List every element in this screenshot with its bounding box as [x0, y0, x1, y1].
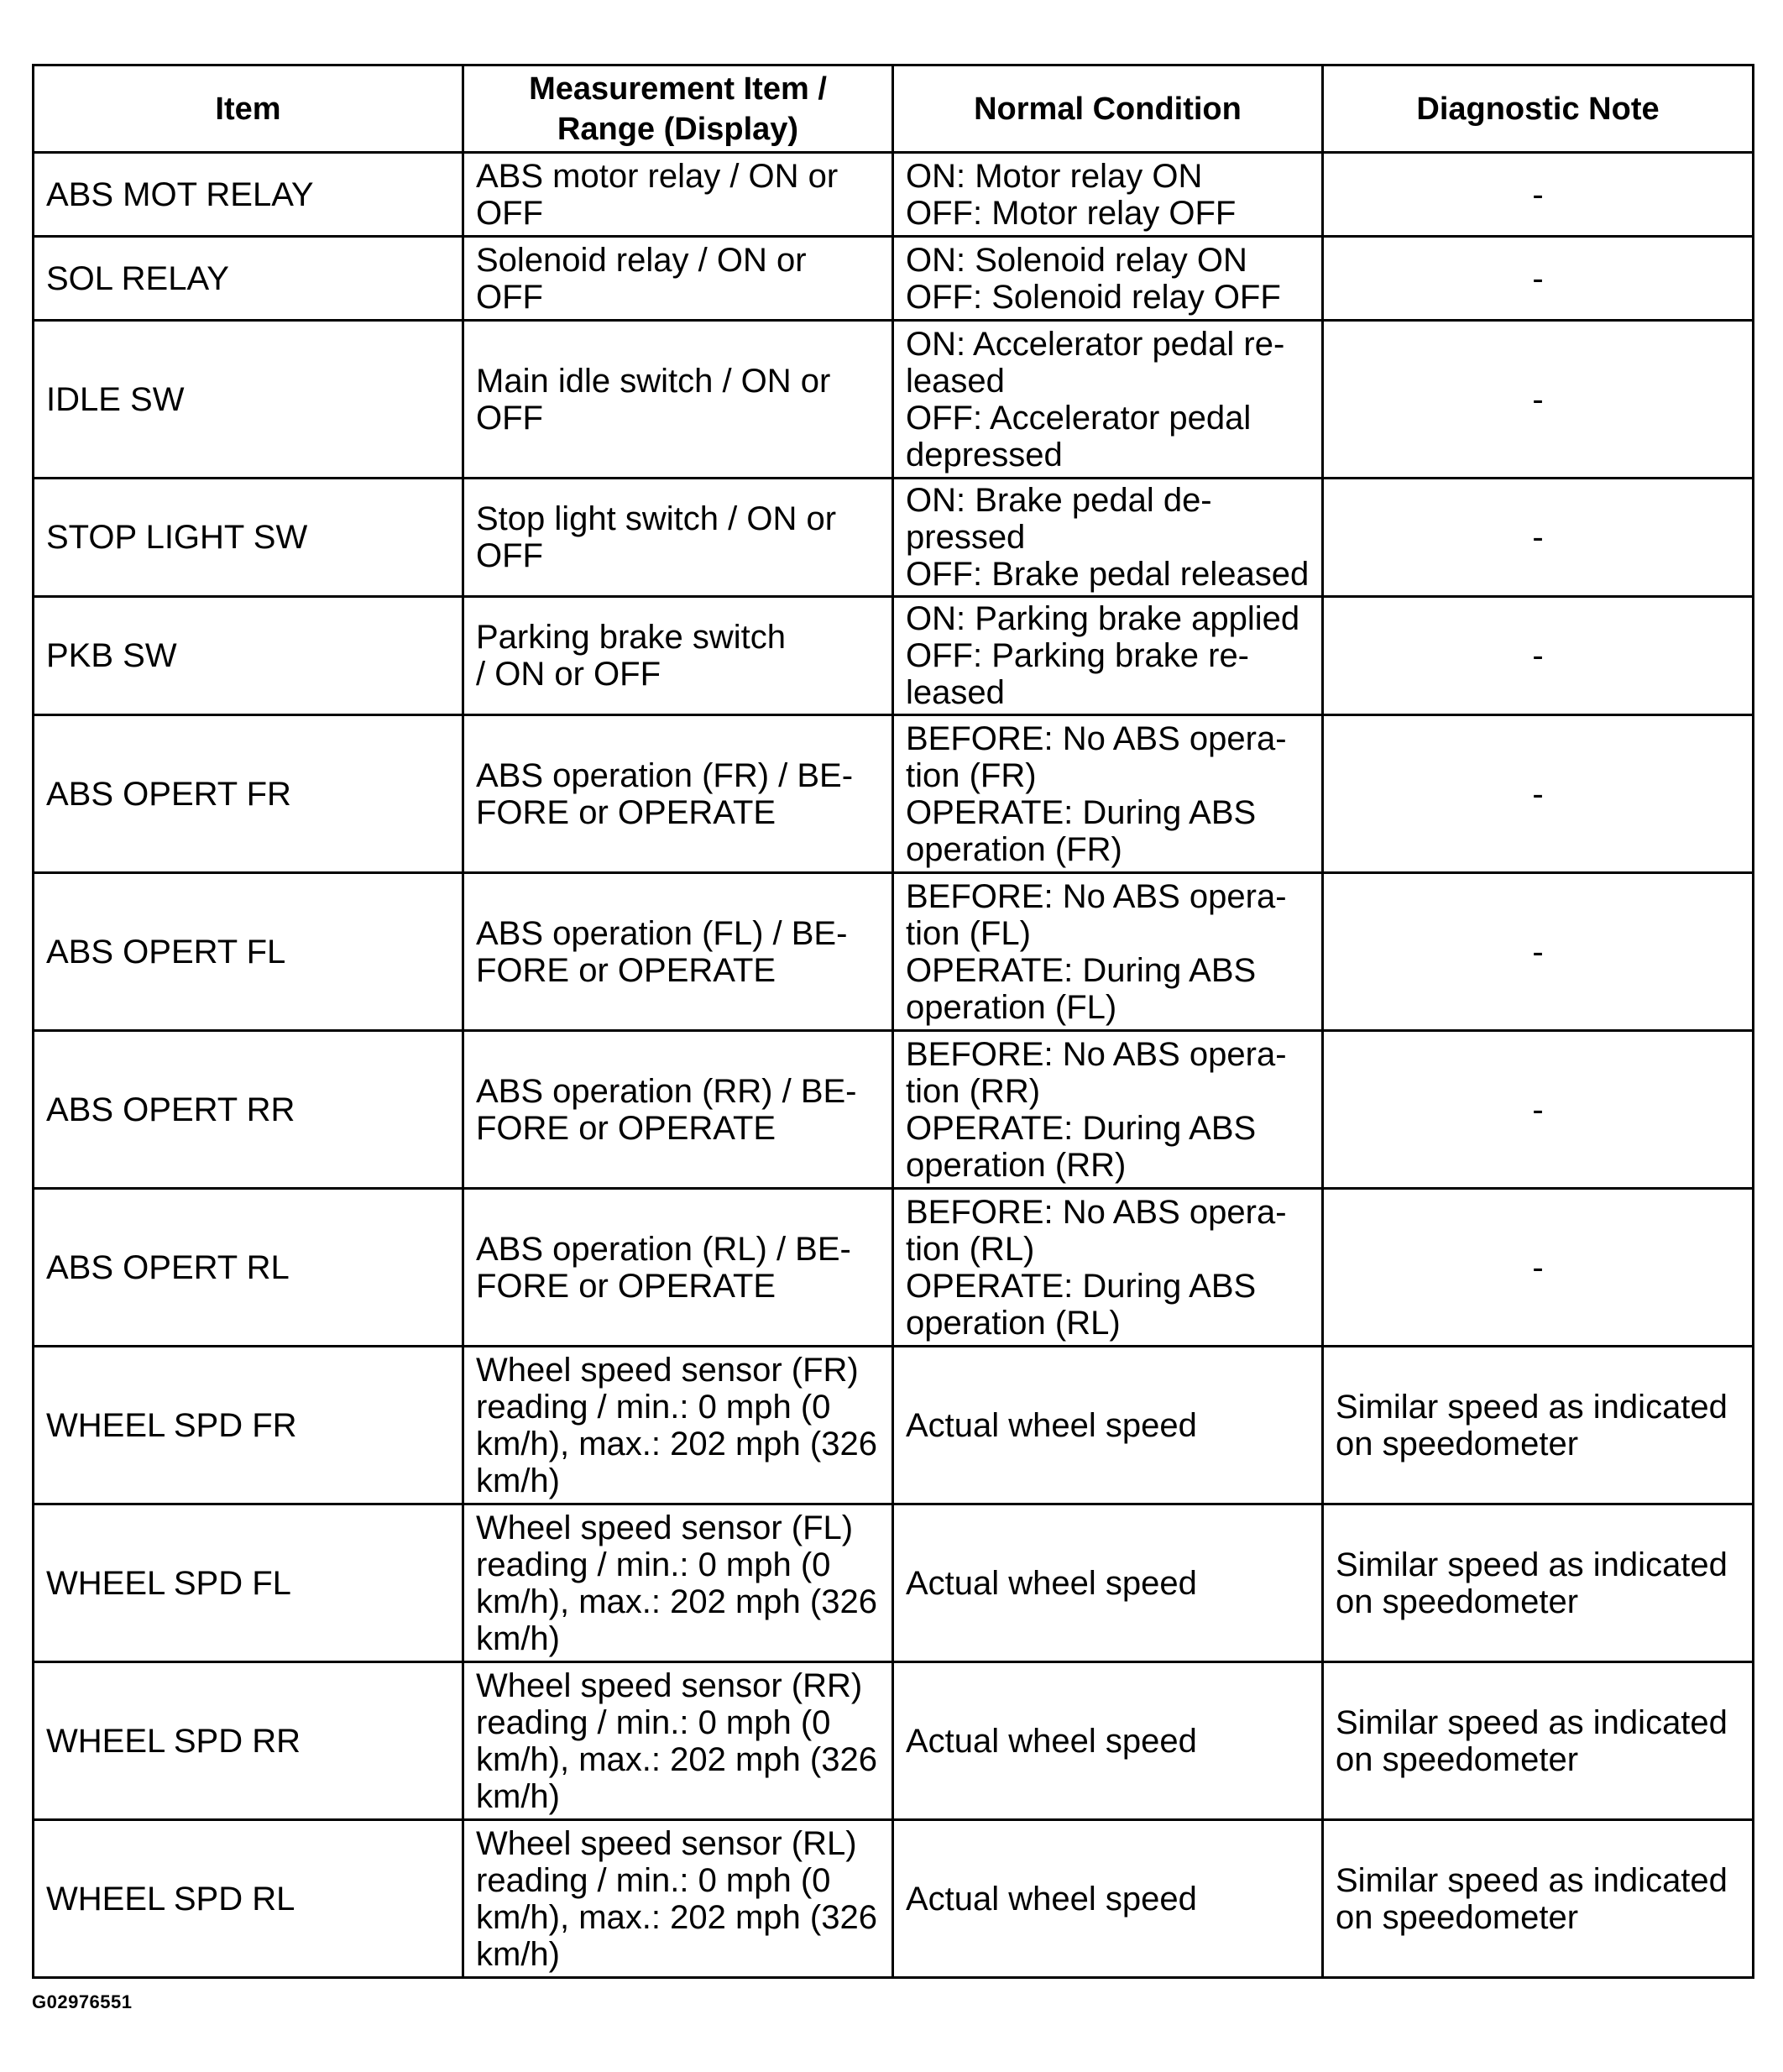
cell-line: Actual wheel speed: [906, 1880, 1197, 1918]
cell-diagnostic-note: -: [1323, 479, 1754, 597]
cell-normal-condition: [893, 1662, 1323, 1820]
cell-normal-condition: [893, 1031, 1323, 1189]
cell-line: BEFORE: No ABS opera-: [906, 877, 1287, 915]
cell-line: ABS operation (RL) / BE-: [476, 1230, 851, 1268]
cell-line: Parking brake switch: [476, 619, 787, 656]
cell-line: depressed: [906, 436, 1063, 474]
table-row: [34, 1820, 1754, 1978]
table-row: [34, 1662, 1754, 1820]
cell-line: OFF: [476, 537, 543, 574]
table-row: [34, 597, 1754, 715]
cell-measurement: [463, 1662, 893, 1820]
table-row: [34, 321, 1754, 479]
cell-line: Solenoid relay / ON or: [476, 241, 807, 279]
table-row: [34, 1189, 1754, 1347]
cell-line: Similar speed as indicated: [1336, 1861, 1728, 1899]
cell-diagnostic-note: [1323, 1347, 1754, 1504]
cell-normal-condition: [893, 873, 1323, 1031]
cell-item: ABS MOT RELAY: [34, 153, 463, 237]
cell-normal-condition: [893, 321, 1323, 479]
cell-line: OPERATE: During ABS: [906, 793, 1257, 831]
cell-line: FORE or OPERATE: [476, 1267, 776, 1305]
cell-line: operation (FL): [906, 988, 1117, 1026]
cell-line: FORE or OPERATE: [476, 951, 776, 989]
cell-diagnostic-note: [1323, 1504, 1754, 1662]
table-row: [34, 873, 1754, 1031]
cell-diagnostic-note: [1323, 1662, 1754, 1820]
header-diagnostic-note: Diagnostic Note: [1323, 65, 1754, 153]
cell-line: ABS operation (FL) / BE-: [476, 914, 848, 952]
cell-item: WHEEL SPD RL: [34, 1820, 463, 1978]
cell-line: OFF: Motor relay OFF: [906, 194, 1237, 232]
cell-line: Wheel speed sensor (FR): [476, 1351, 859, 1389]
cell-line: BEFORE: No ABS opera-: [906, 1193, 1287, 1231]
cell-line: Stop light switch / ON or: [476, 500, 837, 537]
cell-diagnostic-note: [1323, 1820, 1754, 1978]
cell-line: BEFORE: No ABS opera-: [906, 1035, 1287, 1073]
cell-line: km/h): [476, 1935, 560, 1973]
cell-measurement: [463, 873, 893, 1031]
cell-line: ABS operation (RR) / BE-: [476, 1072, 857, 1110]
cell-diagnostic-note: -: [1323, 1189, 1754, 1347]
figure-id: G02976551: [32, 1991, 133, 2012]
cell-measurement: [463, 153, 893, 237]
cell-line: FORE or OPERATE: [476, 1109, 776, 1147]
cell-item: WHEEL SPD RR: [34, 1662, 463, 1820]
cell-line: OFF: [476, 278, 543, 316]
table-row: [34, 1504, 1754, 1662]
cell-line: km/h): [476, 1777, 560, 1815]
cell-item: ABS OPERT RR: [34, 1031, 463, 1189]
cell-line: km/h), max.: 202 mph (326: [476, 1583, 877, 1620]
cell-line: operation (RL): [906, 1304, 1121, 1342]
cell-line: OFF: Accelerator pedal: [906, 399, 1252, 437]
cell-line: ABS motor relay / ON or: [476, 157, 839, 195]
cell-item: ABS OPERT RL: [34, 1189, 463, 1347]
cell-line: ON: Solenoid relay ON: [906, 241, 1247, 279]
cell-diagnostic-note: -: [1323, 873, 1754, 1031]
cell-item: IDLE SW: [34, 321, 463, 479]
table-body: [34, 153, 1754, 1978]
cell-line: tion (FR): [906, 756, 1037, 794]
cell-line: Actual wheel speed: [906, 1722, 1197, 1760]
cell-line: km/h): [476, 1619, 560, 1657]
cell-line: Actual wheel speed: [906, 1564, 1197, 1602]
cell-line: pressed: [906, 519, 1026, 556]
cell-measurement: [463, 1031, 893, 1189]
cell-line: km/h), max.: 202 mph (326: [476, 1740, 877, 1778]
cell-diagnostic-note: -: [1323, 715, 1754, 873]
table-header-row: [34, 65, 1754, 153]
header-measurement: [463, 65, 893, 153]
header-item: Item: [34, 65, 463, 153]
table-row: [34, 237, 1754, 321]
cell-line: operation (RR): [906, 1146, 1127, 1184]
cell-line: ON: Motor relay ON: [906, 157, 1203, 195]
cell-line: leased: [906, 362, 1005, 400]
cell-item: ABS OPERT FL: [34, 873, 463, 1031]
cell-diagnostic-note: -: [1323, 1031, 1754, 1189]
cell-line: OFF: Solenoid relay OFF: [906, 278, 1281, 316]
cell-normal-condition: [893, 1504, 1323, 1662]
cell-line: on speedometer: [1336, 1425, 1579, 1462]
cell-item: SOL RELAY: [34, 237, 463, 321]
cell-diagnostic-note: -: [1323, 597, 1754, 715]
cell-line: tion (RR): [906, 1072, 1041, 1110]
cell-line: tion (FL): [906, 914, 1031, 952]
cell-item: WHEEL SPD FL: [34, 1504, 463, 1662]
cell-item: WHEEL SPD FR: [34, 1347, 463, 1504]
cell-normal-condition: [893, 1347, 1323, 1504]
cell-line: km/h), max.: 202 mph (326: [476, 1425, 877, 1462]
cell-measurement: [463, 1189, 893, 1347]
cell-line: Wheel speed sensor (RR): [476, 1666, 863, 1704]
cell-line: Similar speed as indicated: [1336, 1388, 1728, 1426]
cell-line: OFF: Parking brake re-: [906, 637, 1250, 674]
cell-line: reading / min.: 0 mph (0: [476, 1388, 831, 1426]
cell-line: Similar speed as indicated: [1336, 1703, 1728, 1741]
cell-line: FORE or OPERATE: [476, 793, 776, 831]
cell-line: Wheel speed sensor (FL): [476, 1509, 854, 1546]
cell-measurement: [463, 1347, 893, 1504]
cell-normal-condition: [893, 597, 1323, 715]
header-normal-condition: Normal Condition: [893, 65, 1323, 153]
cell-normal-condition: [893, 153, 1323, 237]
cell-normal-condition: [893, 237, 1323, 321]
cell-line: ON: Parking brake applied: [906, 600, 1300, 637]
cell-measurement: [463, 715, 893, 873]
data-monitor-table: [32, 64, 1754, 1979]
cell-item: STOP LIGHT SW: [34, 479, 463, 597]
cell-line: reading / min.: 0 mph (0: [476, 1861, 831, 1899]
cell-measurement: [463, 597, 893, 715]
cell-line: OPERATE: During ABS: [906, 1267, 1257, 1305]
cell-measurement: [463, 1504, 893, 1662]
cell-line: / ON or OFF: [476, 656, 661, 693]
table-row: [34, 1347, 1754, 1504]
table-row: [34, 1031, 1754, 1189]
cell-normal-condition: [893, 1820, 1323, 1978]
cell-normal-condition: [893, 715, 1323, 873]
header-measurement-line1: Measurement Item /: [529, 71, 827, 107]
cell-line: operation (FR): [906, 830, 1122, 868]
cell-line: on speedometer: [1336, 1583, 1579, 1620]
cell-line: reading / min.: 0 mph (0: [476, 1703, 831, 1741]
cell-normal-condition: [893, 479, 1323, 597]
cell-measurement: [463, 1820, 893, 1978]
cell-line: Main idle switch / ON or: [476, 362, 831, 400]
table-row: [34, 479, 1754, 597]
cell-line: Wheel speed sensor (RL): [476, 1824, 857, 1862]
cell-line: OFF: Brake pedal released: [906, 556, 1310, 593]
cell-line: tion (RL): [906, 1230, 1035, 1268]
cell-line: on speedometer: [1336, 1740, 1579, 1778]
cell-line: on speedometer: [1336, 1898, 1579, 1936]
cell-diagnostic-note: -: [1323, 321, 1754, 479]
cell-line: reading / min.: 0 mph (0: [476, 1546, 831, 1583]
cell-measurement: [463, 321, 893, 479]
cell-line: km/h): [476, 1462, 560, 1499]
cell-line: OPERATE: During ABS: [906, 951, 1257, 989]
cell-line: BEFORE: No ABS opera-: [906, 719, 1287, 757]
cell-line: ON: Brake pedal de-: [906, 482, 1212, 519]
cell-line: Similar speed as indicated: [1336, 1546, 1728, 1583]
header-measurement-line2: Range (Display): [557, 111, 799, 147]
cell-line: leased: [906, 674, 1005, 711]
cell-diagnostic-note: -: [1323, 237, 1754, 321]
cell-measurement: [463, 479, 893, 597]
cell-line: ABS operation (FR) / BE-: [476, 756, 854, 794]
table-row: [34, 715, 1754, 873]
table-row: [34, 153, 1754, 237]
cell-item: PKB SW: [34, 597, 463, 715]
cell-diagnostic-note: -: [1323, 153, 1754, 237]
cell-line: OFF: [476, 194, 543, 232]
cell-normal-condition: [893, 1189, 1323, 1347]
cell-line: km/h), max.: 202 mph (326: [476, 1898, 877, 1936]
cell-item: ABS OPERT FR: [34, 715, 463, 873]
cell-measurement: [463, 237, 893, 321]
cell-line: Actual wheel speed: [906, 1406, 1197, 1444]
cell-line: OPERATE: During ABS: [906, 1109, 1257, 1147]
cell-line: OFF: [476, 399, 543, 437]
cell-line: ON: Accelerator pedal re-: [906, 325, 1285, 363]
